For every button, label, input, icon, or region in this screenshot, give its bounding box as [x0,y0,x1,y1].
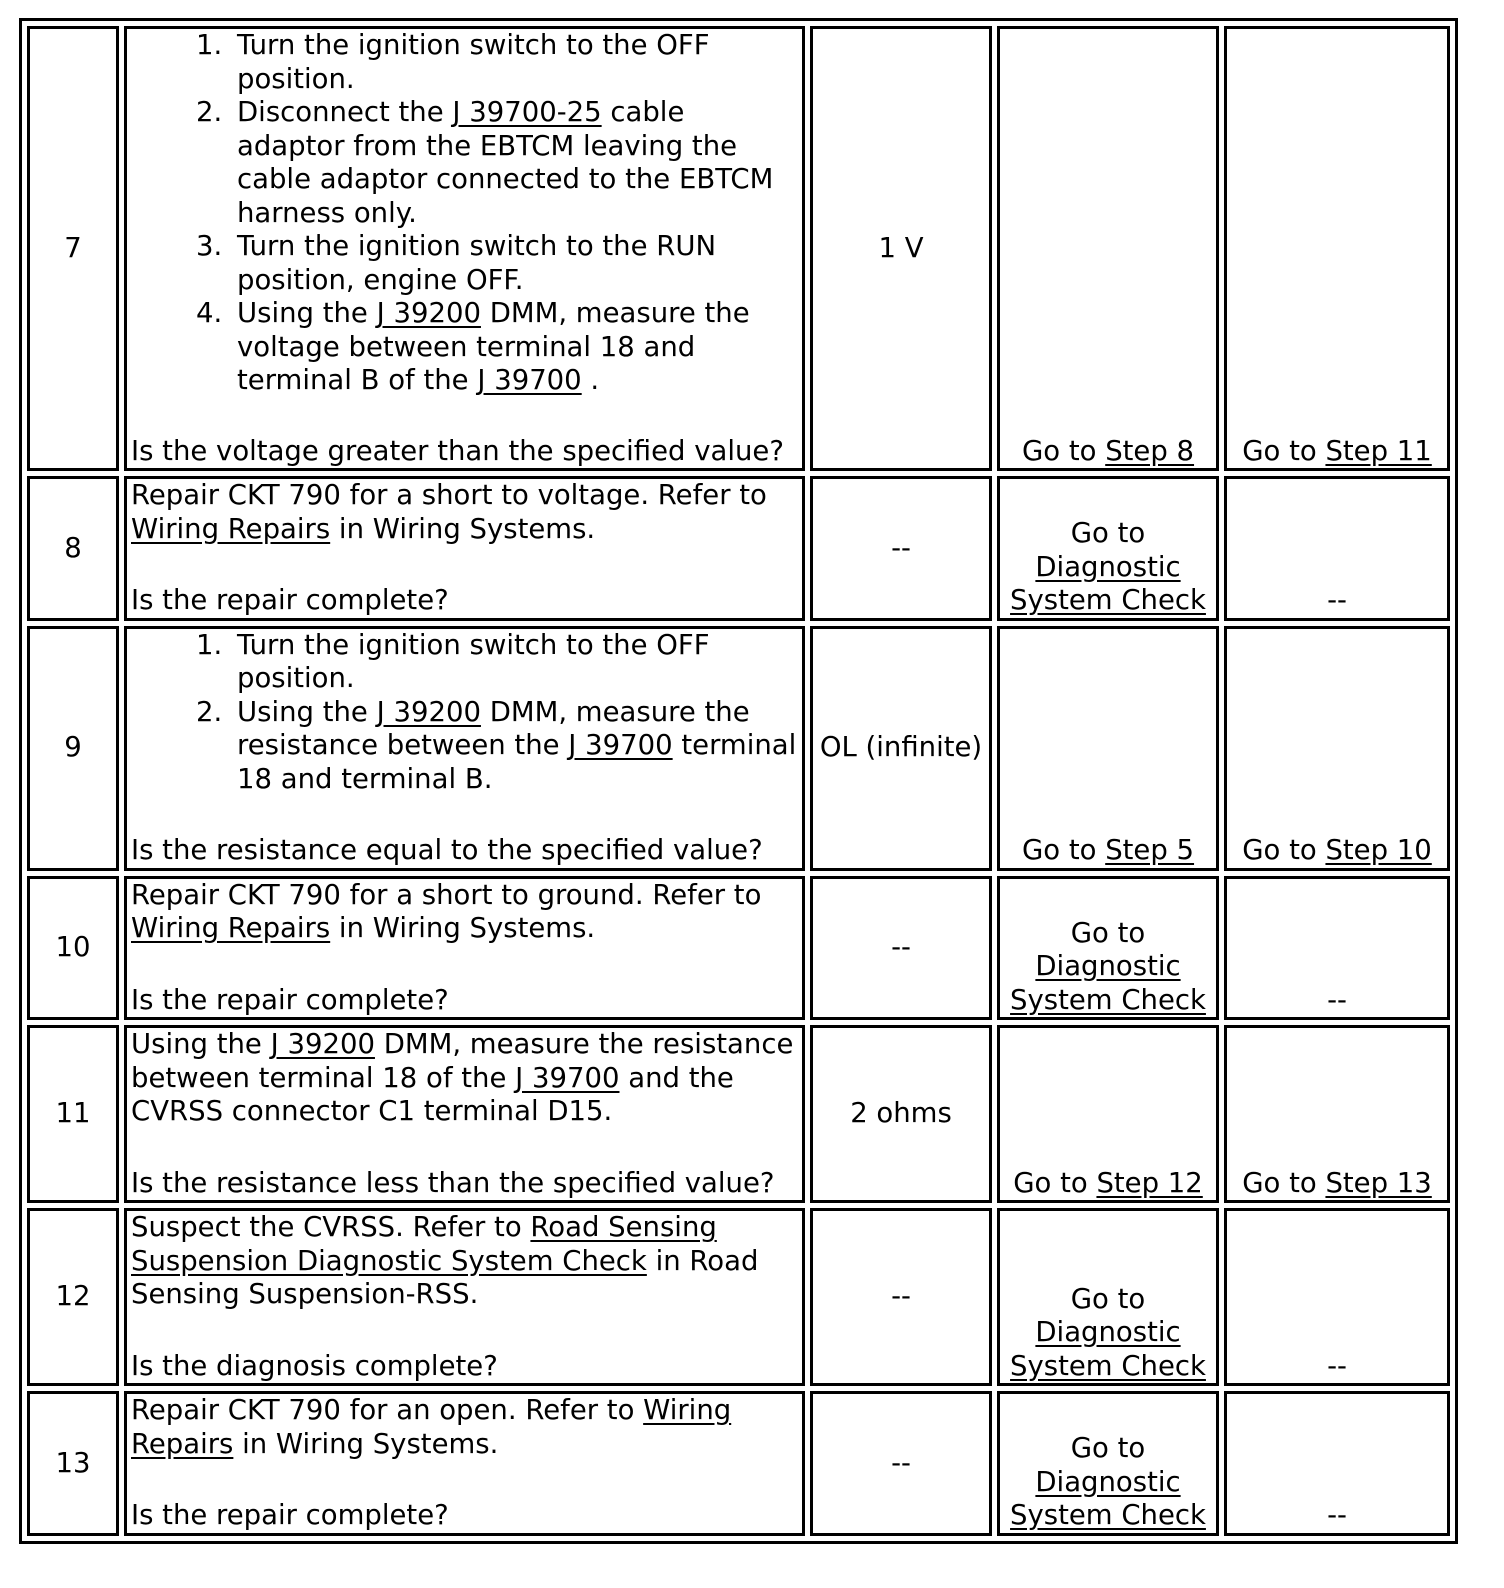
list-item: 4. Using the J 39200 DMM, measure the voltage between terminal 18 and terminal B of the J 39700 . [231,297,800,398]
list-item: 2. Disconnect the J 39700-25 cable adaptor from the EBTCM leaving the cable adaptor connected to the EBTCM harness only. [231,96,800,230]
no-cell: Go to Step 11 [1224,26,1450,471]
no-cell: -- [1224,476,1450,621]
value-cell: -- [810,1208,992,1386]
tool-link[interactable]: J 39200 [376,297,481,329]
wiring-repairs-link[interactable]: Wiring Repairs [131,512,331,545]
action-cell [124,626,805,871]
rss-diagnostic-system-check-link[interactable]: Road Sensing Suspension Diagnostic System Check [131,1211,717,1277]
table-row [27,26,1450,471]
yes-cell: Go to Diagnostic System Check [997,1391,1219,1536]
step-number: 9 [27,626,119,871]
question: Is the voltage greater than the specified value? [131,434,784,467]
instruction-list [131,29,800,398]
yes-cell: Go to Step 12 [997,1025,1219,1203]
value-cell: -- [810,1391,992,1536]
step-number: 13 [27,1391,119,1536]
value-cell: 1 V [810,26,992,471]
tool-link[interactable]: J 39700 [568,729,673,761]
list-item: 3. Turn the ignition switch to the RUN position, engine OFF. [231,230,800,297]
step-number: 7 [27,26,119,471]
diagnostic-table [19,18,1458,1544]
step-number: 11 [27,1025,119,1203]
table-row [27,626,1450,871]
list-item: 1. Turn the ignition switch to the OFF position. [231,29,800,96]
instruction-text: Repair CKT 790 for a short to voltage. Refer to Wiring Repairs in Wiring Systems. [131,479,767,545]
tool-link[interactable]: J 39200 [270,1028,375,1060]
instruction-text: Repair CKT 790 for an open. Refer to Wiring Repairs in Wiring Systems. [131,1394,732,1460]
step-link[interactable]: Step 12 [1096,1166,1203,1199]
action-cell [124,1391,805,1536]
question: Is the repair complete? [131,1499,449,1531]
instruction-text: Using the J 39200 DMM, measure the resistance between terminal 18 of the J 39700 and the CVRSS connector C1 terminal D15. [131,1028,794,1127]
no-cell: -- [1224,1391,1450,1536]
table-row [27,876,1450,1021]
wiring-repairs-link[interactable]: Wiring Repairs [131,912,331,944]
question: Is the resistance less than the specified value? [131,1166,775,1199]
table-row [27,476,1450,621]
no-cell: -- [1224,876,1450,1021]
instruction-text: Suspect the CVRSS. Refer to Road Sensing Suspension Diagnostic System Check in Road Sensing Suspension-RSS. [131,1211,759,1310]
no-cell: Go to Step 13 [1224,1025,1450,1203]
tool-link[interactable]: J 39700 [477,364,582,396]
value-cell: OL (infinite) [810,626,992,871]
step-number: 8 [27,476,119,621]
step-link[interactable]: Step 10 [1325,834,1432,866]
table-row [27,1391,1450,1536]
action-cell [124,26,805,471]
action-cell [124,1208,805,1386]
wiring-repairs-link[interactable]: Wiring Repairs [131,1394,732,1460]
question: Is the repair complete? [131,584,449,616]
yes-cell: Go to Step 5 [997,626,1219,871]
diagnostic-system-check-link[interactable]: Diagnostic System Check [1010,950,1206,1016]
no-cell: -- [1224,1208,1450,1386]
instruction-list [131,629,800,797]
step-link[interactable]: Step 13 [1325,1166,1432,1199]
action-cell [124,876,805,1021]
no-cell: Go to Step 10 [1224,626,1450,871]
table-row [27,1025,1450,1203]
tool-link[interactable]: J 39700-25 [452,96,602,128]
value-cell: 2 ohms [810,1025,992,1203]
step-number: 12 [27,1208,119,1386]
step-link[interactable]: Step 11 [1325,434,1432,467]
step-link[interactable]: Step 8 [1105,434,1195,467]
question: Is the diagnosis complete? [131,1349,498,1382]
tool-link[interactable]: J 39200 [376,695,481,728]
tool-link[interactable]: J 39700 [515,1061,620,1094]
diagnostic-system-check-link[interactable]: Diagnostic System Check [1010,1316,1206,1382]
diagnostic-system-check-link[interactable]: Diagnostic System Check [1010,1465,1206,1531]
value-cell: -- [810,476,992,621]
yes-cell: Go to Diagnostic System Check [997,476,1219,621]
step-number: 10 [27,876,119,1021]
action-cell [124,476,805,621]
action-cell [124,1025,805,1203]
question: Is the resistance equal to the specified value? [131,834,763,866]
question: Is the repair complete? [131,983,449,1016]
yes-cell: Go to Diagnostic System Check [997,1208,1219,1386]
value-cell: -- [810,876,992,1021]
list-item: 2. Using the J 39200 DMM, measure the resistance between the J 39700 terminal 18 and terminal B. [231,696,800,797]
step-link[interactable]: Step 5 [1105,834,1195,866]
instruction-text: Repair CKT 790 for a short to ground. Refer to Wiring Repairs in Wiring Systems. [131,878,762,944]
yes-cell: Go to Diagnostic System Check [997,876,1219,1021]
table-row [27,1208,1450,1386]
diagnostic-system-check-link[interactable]: Diagnostic System Check [1010,550,1206,616]
yes-cell: Go to Step 8 [997,26,1219,471]
list-item: 1. Turn the ignition switch to the OFF position. [231,629,800,696]
